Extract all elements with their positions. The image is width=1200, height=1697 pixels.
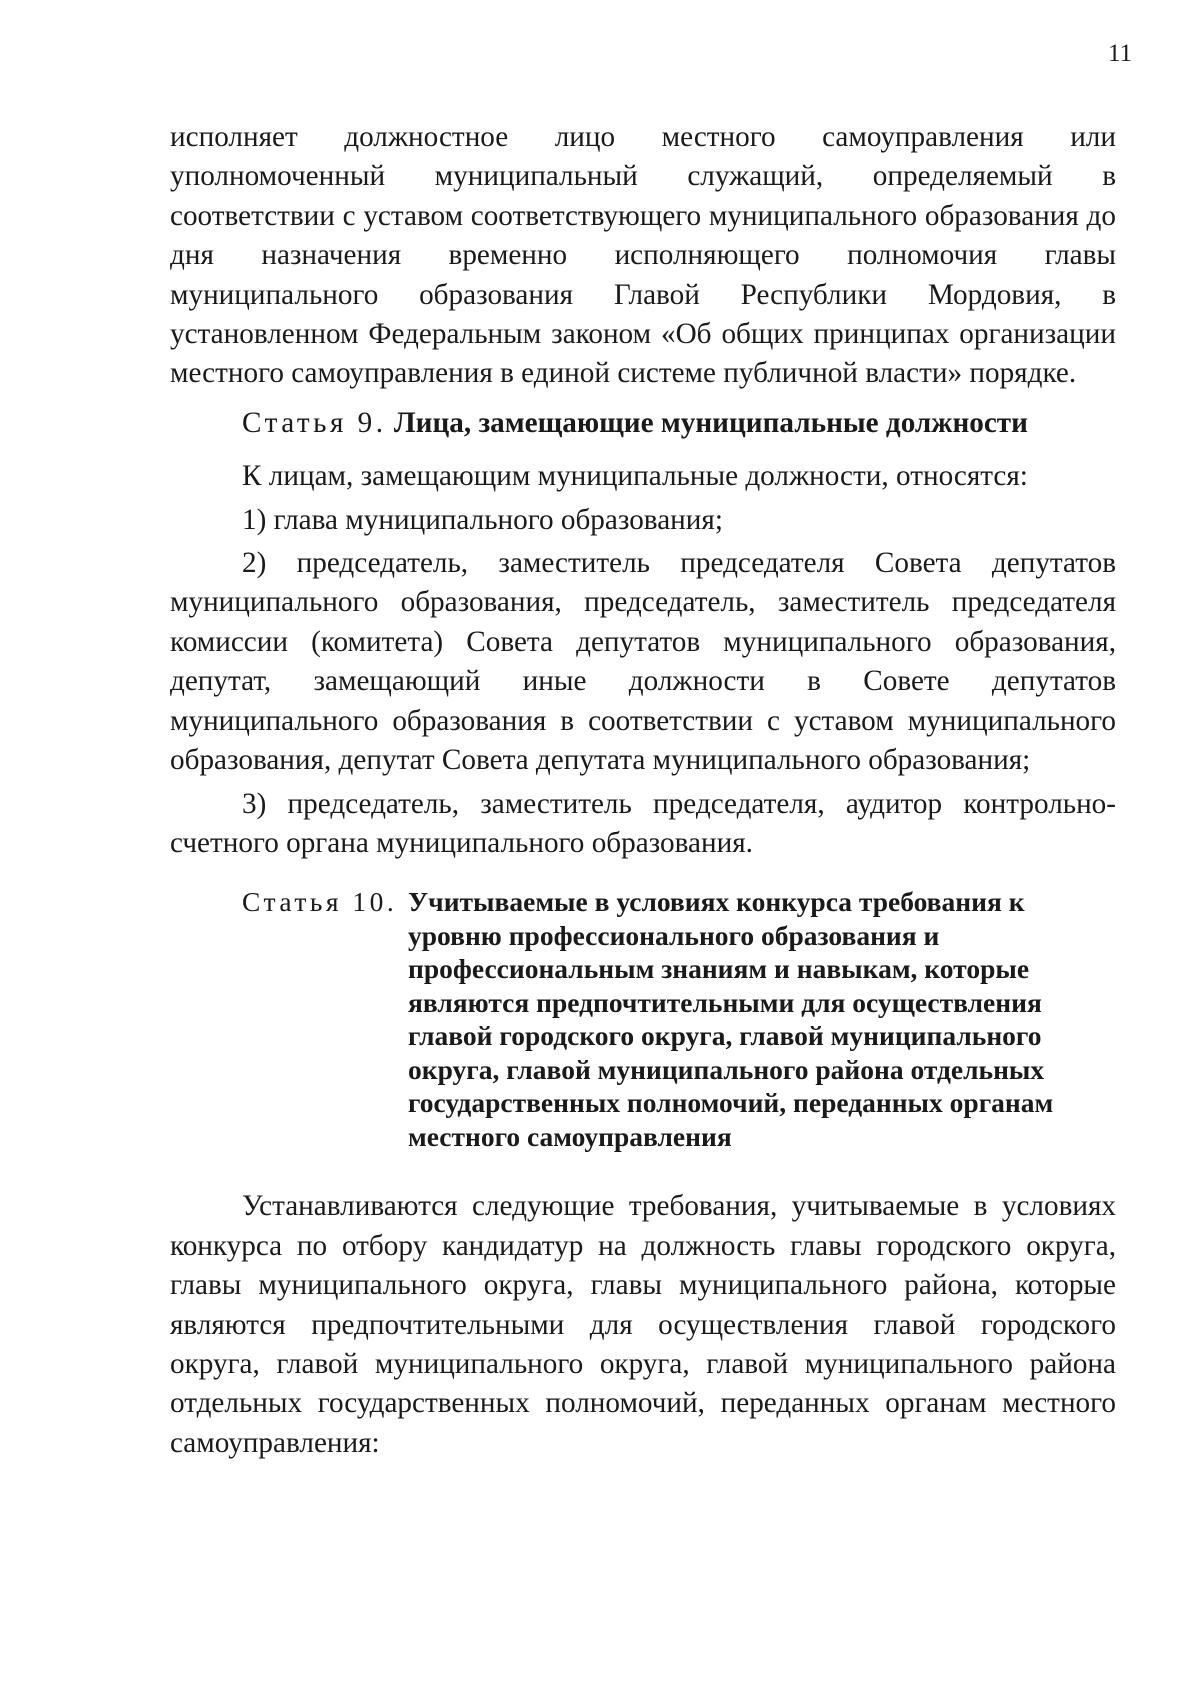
document-body	[170, 118, 1116, 1463]
list-item-1: 1) глава муниципального образования;	[242, 503, 723, 536]
list-item-2: 2) председатель, заместитель председателя Совета депутатов муниципального образования, председатель, заместитель председателя комиссии (комитета) Совета депутатов муниципального образования, депутат, замещающий иные должности в Совете депутатов муниципального образования в соответствии с уставом муниципального образования, депутат Совета депутата муниципального образования;	[170, 547, 1116, 777]
article-9-title: Лица, замещающие муниципальные должности	[393, 406, 1028, 439]
article-10-heading	[242, 885, 1116, 1153]
list-item-3: 3) председатель, заместитель председателя, аудитор контрольно-счетного органа муниципального образования.	[170, 787, 1116, 859]
paragraph-intro: К лицам, замещающим муниципальные должности, относятся:	[242, 460, 1028, 493]
paragraph-requirements: Устанавливаются следующие требования, учитываемые в условиях конкурса по отбору кандидатур на должность главы городского округа, главы муниципального округа, главы муниципального района, которые являются предпочтительными для осуществления главой городского округа, главой муниципального округа, главой муниципального района отдельных государственных полномочий, переданных органам местного самоуправления:	[170, 1190, 1116, 1459]
paragraph-continuation: исполняет должностное лицо местного самоуправления или уполномоченный муниципальный служащий, определяемый в соответствии с уставом соответствующего муниципального образования до дня назначения временно исполняющего полномочия главы муниципального образования Главой Республики Мордовия, в установленном Федеральным законом «Об общих принципах организации местного самоуправления в единой системе публичной власти» порядке.	[170, 121, 1116, 390]
page-number: 11	[1108, 40, 1133, 67]
article-9-heading	[242, 404, 1116, 443]
article-10-title: Учитываемые в условиях конкурса требования к уровню профессионального образования и профессиональным знаниям и навыкам, которые являются предпочтительными для осуществления главой городского округа, главой муниципального округа, главой муниципального района отдельных государственных полномочий, переданных органам местного самоуправления	[408, 886, 1054, 1152]
article-10-label: Статья 10.	[242, 886, 398, 918]
article-9-label: Статья 9.	[242, 406, 387, 439]
